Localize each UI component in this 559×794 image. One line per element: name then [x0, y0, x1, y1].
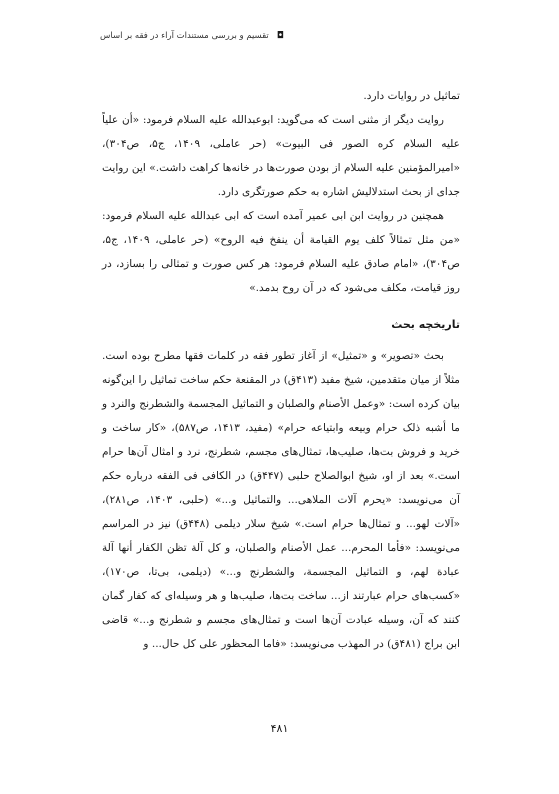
page-number: ۴۸۱ — [270, 722, 289, 735]
section-title: تاریخچه بحث — [391, 318, 460, 331]
header-bullet-icon: ◘ — [276, 31, 284, 41]
running-header — [100, 28, 460, 44]
paragraph-3: همچنین در روایت ابن ابی عمیر آمده است که ابی عبدالله علیه السلام فرمود: «من مثل تمثالاً کلف یوم القیامة أن ینفخ فیه الروح» (حر عاملی، ۱۴۰۹، ج۵، ص۳۰۴)، «امام صادق علیه السلام فرمود: هر کس صورت و تمثالی را بسازد، در روز قیامت، مکلف می‌شود که در آن روح بدمد.» — [102, 210, 460, 294]
section-2-body — [102, 344, 460, 656]
running-title: تقسیم و بررسی مستندات آراء در فقه بر اساس — [100, 31, 269, 41]
paragraph-4: بحث «تصویر» و «تمثیل» از آغاز تطور فقه در کلمات فقها مطرح بوده است. مثلاً از میان متقدمین، شیخ مفید (۴۱۳ق) در المقنعة حکم ساخت تماثیل را این‌گونه بیان کرده است: «وعمل الأصنام والصلبان و التماثیل المجسمة والشطرنج والنرد و ما أشبه ذلک حرام وبیعه وابتیاعه حرام» (مفید، ۱۴۱۳، ص۵۸۷)، «کار ساخت و خرید و فروش بت‌ها، صلیب‌ها، تمثال‌های مجسم، شطرنج، نرد و امثال آن‌ها حرام است.» بعد از او، شیخ ابوالصلاح حلبی (۴۴۷ق) در الکافی فی الفقه درباره حکم آن می‌نویسد: «یحرم آلات الملاهی... والتماثیل و...» (حلبی، ۱۴۰۳، ص۲۸۱)، «آلات لهو... و تمثال‌ها حرام است.» شیخ سلار دیلمی (۴۴۸ق) نیز در المراسم می‌نویسد: «فأما المحرم... عمل الأصنام والصلبان، و کل آلة تظن الکفار أنها آلة عبادة لهم، و التماثیل المجسمة، والشطرنج و...» (دیلمی، بی‌تا، ص۱۷۰)، «کسب‌های حرام عبارتند از... ساخت بت‌ها، صلیب‌ها و هر وسیله‌ای که کفار گمان کنند که آن، وسیله عبادت آن‌ها است و تمثال‌های مجسم و شطرنج و...» قاضی ابن براج (۴۸۱ق) در المهذب می‌نویسد: «فاما المحظور علی کل حال... و — [102, 350, 461, 650]
paragraph-1: تماثیل در روایات دارد. — [363, 90, 460, 102]
paragraph-2: روایت دیگر از مثنی است که می‌گوید: ابوعبدالله علیه السلام فرمود: «أن علیاً علیه السلام کره الصور فی البیوت» (حر عاملی، ۱۴۰۹، ج۵، ص۳۰۴)، «امیرالمؤمنین علیه السلام از بودن صورت‌ها در خانه‌ها کراهت داشت.» این روایت جدای از بحث استدلالیش اشاره به حکم صورتگری دارد. — [102, 114, 460, 198]
section-1-body — [102, 84, 460, 300]
